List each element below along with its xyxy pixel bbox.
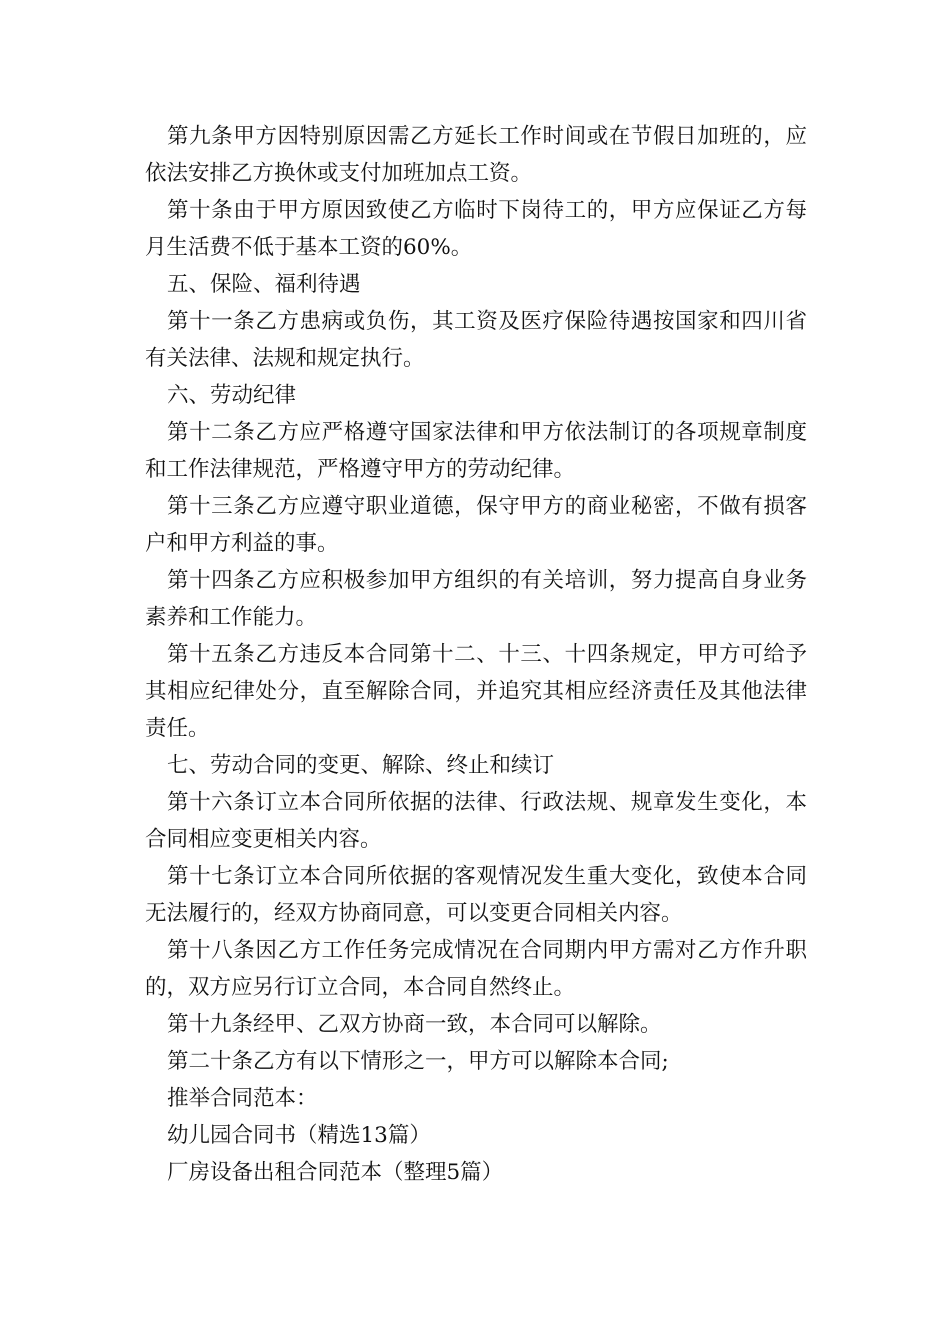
clause-14: 第十四条乙方应积极参加甲方组织的有关培训，努力提高自身业务素养和工作能力。 xyxy=(145,568,807,630)
clause-10: 第十条由于甲方原因致使乙方临时下岗待工的，甲方应保证乙方每月生活费不低于基本工资的60%。 xyxy=(145,198,807,260)
clause-19: 第十九条经甲、乙双方协商一致，本合同可以解除。 xyxy=(167,1012,662,1037)
section-heading-7: 七、劳动合同的变更、解除、终止和续订 xyxy=(167,753,555,778)
section-heading-5: 五、保险、福利待遇 xyxy=(167,272,361,297)
clause-15: 第十五条乙方违反本合同第十二、十三、十四条规定，甲方可给予其相应纪律处分，直至解除合同，并追究其相应经济责任及其他法律责任。 xyxy=(145,642,807,741)
clause-18: 第十八条因乙方工作任务完成情况在合同期内甲方需对乙方作升职的，双方应另行订立合同，本合同自然终止。 xyxy=(145,938,807,1000)
section-heading-6: 六、劳动纪律 xyxy=(167,383,297,408)
recommend-item xyxy=(145,1117,807,1154)
clause-12: 第十二条乙方应严格遵守国家法律和甲方依法制订的各项规章制度和工作法律规范，严格遵守甲方的劳动纪律。 xyxy=(145,420,807,482)
recommend-link-factory-rental-contract[interactable]: 厂房设备出租合同范本（整理5篇） xyxy=(167,1160,504,1185)
clause-17: 第十七条订立本合同所依据的客观情况发生重大变化，致使本合同无法履行的，经双方协商同意，可以变更合同相关内容。 xyxy=(145,864,807,926)
recommend-item xyxy=(145,1154,807,1191)
document-page xyxy=(145,118,807,1191)
recommend-label: 推举合同范本： xyxy=(167,1086,318,1111)
clause-16: 第十六条订立本合同所依据的法律、行政法规、规章发生变化，本合同相应变更相关内容。 xyxy=(145,790,807,852)
clause-9: 第九条甲方因特别原因需乙方延长工作时间或在节假日加班的，应依法安排乙方换休或支付加班加点工资。 xyxy=(145,124,807,186)
clause-11: 第十一条乙方患病或负伤，其工资及医疗保险待遇按国家和四川省有关法律、法规和规定执行。 xyxy=(145,309,807,371)
clause-20: 第二十条乙方有以下情形之一，甲方可以解除本合同; xyxy=(167,1049,669,1074)
recommend-link-kindergarten-contract[interactable]: 幼儿园合同书（精选13篇） xyxy=(167,1123,431,1148)
clause-13: 第十三条乙方应遵守职业道德，保守甲方的商业秘密，不做有损客户和甲方利益的事。 xyxy=(145,494,807,556)
